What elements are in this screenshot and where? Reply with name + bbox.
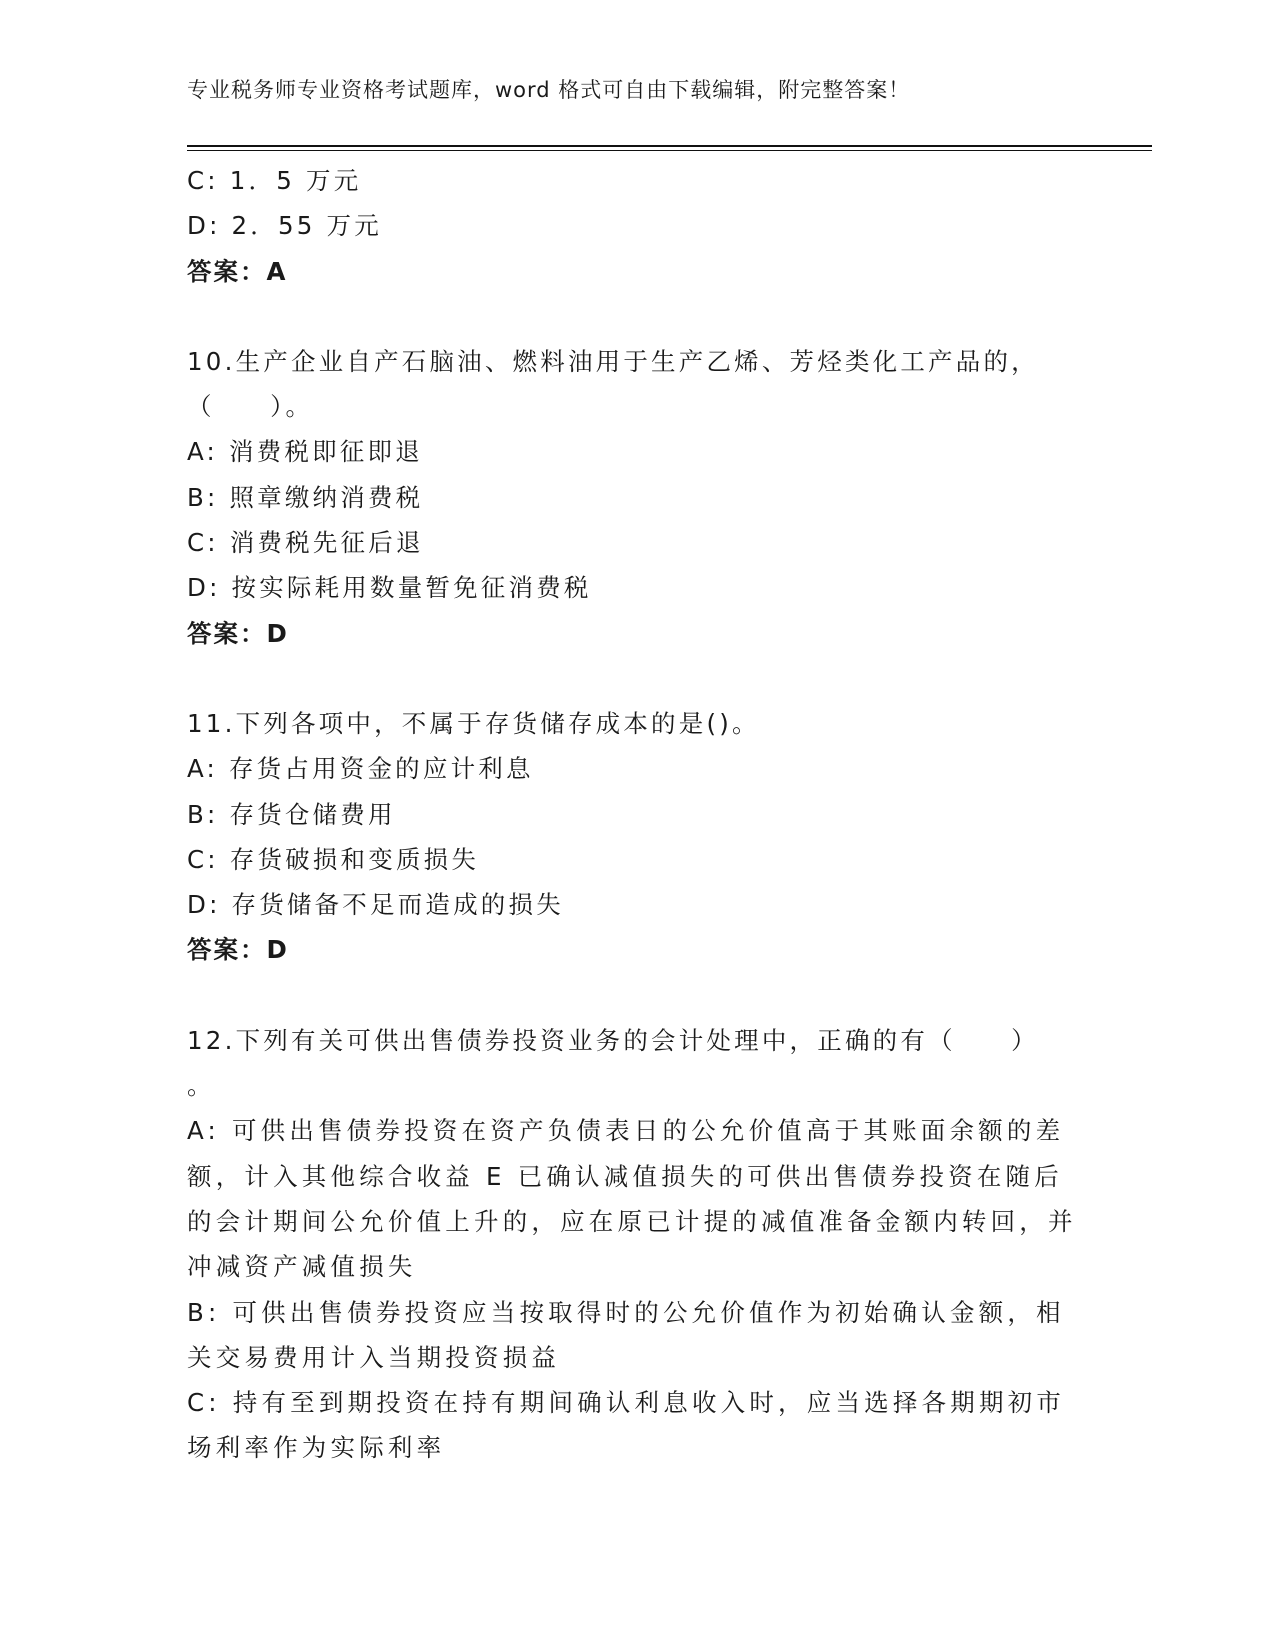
q10-option-d: D: 按实际耗用数量暂免征消费税 — [187, 573, 592, 603]
q10-stem-line2: （ ）。 — [187, 392, 314, 422]
q12-option-b: B: 可供出售债券投资应当按取得时的公允价值作为初始确认金额，相关交易费用计入当期投资损益 — [187, 1297, 1065, 1372]
q10-stem-line1: 10.生产企业自产石脑油、燃料油用于生产乙烯、芳烃类化工产品的， — [187, 346, 1039, 376]
question-content — [187, 158, 1077, 1471]
header-divider — [187, 145, 1152, 147]
q9-option-c: C: 1．5 万元 — [187, 166, 362, 195]
q11-option-a: A: 存货占用资金的应计利息 — [187, 754, 534, 784]
q10-option-a: A: 消费税即征即退 — [187, 437, 423, 467]
q11-option-c: C: 存货破损和变质损失 — [187, 844, 480, 874]
q10-option-c: C: 消费税先征后退 — [187, 528, 424, 558]
q10-answer: 答案：D — [187, 618, 289, 648]
spacer — [187, 656, 1077, 701]
q12-option-c: C: 持有至到期投资在持有期间确认利息收入时，应当选择各期期初市场利率作为实际利率 — [187, 1388, 1066, 1463]
q11-stem: 11.下列各项中，不属于存货储存成本的是()。 — [187, 708, 760, 738]
page-header: 专业税务师专业资格考试题库，word 格式可自由下载编辑，附完整答案！ — [187, 78, 911, 102]
spacer — [187, 294, 1077, 339]
q11-option-d: D: 存货储备不足而造成的损失 — [187, 890, 564, 920]
q9-answer: 答案：A — [187, 256, 288, 286]
q11-answer: 答案：D — [187, 935, 289, 965]
q9-option-d: D: 2．55 万元 — [187, 211, 382, 241]
q12-stem-line2: 。 — [187, 1071, 215, 1101]
q12-stem-line1: 12.下列有关可供出售债券投资业务的会计处理中，正确的有（ ） — [187, 1025, 1039, 1055]
q11-option-b: B: 存货仓储费用 — [187, 799, 396, 829]
q12-option-a: A: 可供出售债券投资在资产负债表日的公允价值高于其账面余额的差额，计入其他综合收益 E 已确认减值损失的可供出售债券投资在随后的会计期间公允价值上升的，应在原已计提的减值准备金额内转回，并冲减资产减值损失 — [187, 1116, 1077, 1282]
q10-option-b: B: 照章缴纳消费税 — [187, 482, 424, 512]
spacer — [187, 973, 1077, 1018]
